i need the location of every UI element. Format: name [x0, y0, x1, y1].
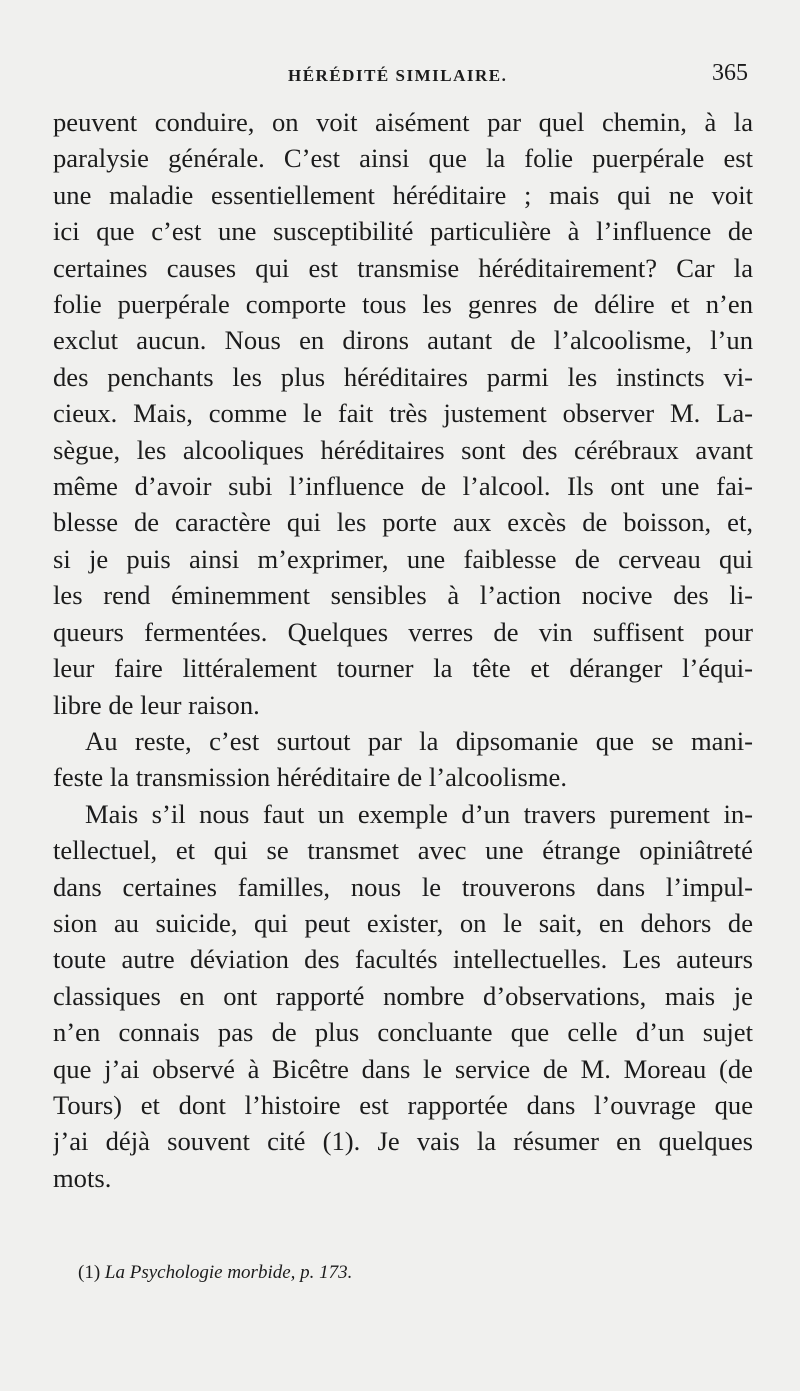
running-head: HÉRÉDITÉ SIMILAIRE.	[288, 66, 508, 85]
paragraph	[53, 104, 753, 723]
text-line: Mais s’il nous faut un exemple d’un travers purement in-	[85, 798, 753, 829]
text-line: sègue, les alcooliques héréditaires sont des cérébraux avant	[53, 434, 753, 465]
text-line: les rend éminemment sensibles à l’action nocive des li-	[53, 580, 753, 611]
text-line: Au reste, c’est surtout par la dipsomanie que se mani-	[85, 725, 753, 756]
text-line: des penchants les plus héréditaires parmi les instincts vi-	[53, 361, 753, 392]
page-number: 365	[712, 60, 748, 86]
text-line: libre de leur raison.	[53, 689, 260, 720]
text-line: tellectuel, et qui se transmet avec une étrange opiniâtreté	[53, 835, 753, 866]
text-line: si je puis ainsi m’exprimer, une faiblesse de cerveau qui	[53, 543, 753, 574]
text-line: toute autre déviation des facultés intellectuelles. Les auteurs	[53, 944, 753, 975]
body-text	[53, 104, 753, 1196]
text-line: une maladie essentiellement héréditaire ; mais qui ne voit	[53, 179, 753, 210]
text-line: mots.	[53, 1162, 112, 1193]
text-line: peuvent conduire, on voit aisément par quel chemin, à la	[53, 107, 753, 137]
text-line: paralysie générale. C’est ainsi que la folie puerpérale est	[53, 143, 753, 174]
footnote	[78, 1262, 352, 1284]
text-line: dans certaines familles, nous le trouverons dans l’impul-	[53, 871, 753, 902]
text-line: j’ai déjà souvent cité (1). Je vais la résumer en quelques	[53, 1126, 753, 1157]
paragraph	[53, 723, 753, 796]
text-line: que j’ai observé à Bicêtre dans le service de M. Moreau (de	[53, 1053, 753, 1084]
page-header	[0, 60, 800, 94]
text-line: cieux. Mais, comme le fait très justement observer M. La-	[53, 398, 753, 429]
text-line: folie puerpérale comporte tous les genres de délire et n’en	[53, 289, 753, 320]
text-line: queurs fermentées. Quelques verres de vin suffisent pour	[53, 616, 753, 647]
text-line: Tours) et dont l’histoire est rapportée dans l’ouvrage que	[53, 1089, 753, 1120]
paragraph	[53, 796, 753, 1196]
text-line: exclut aucun. Nous en dirons autant de l’alcoolisme, l’un	[53, 325, 753, 356]
text-line: sion au suicide, qui peut exister, on le sait, en dehors de	[53, 907, 753, 938]
footnote-marker: (1)	[78, 1262, 101, 1283]
text-line: leur faire littéralement tourner la tête et déranger l’équi-	[53, 653, 753, 684]
text-line: classiques en ont rapporté nombre d’observations, mais je	[53, 980, 753, 1011]
text-line: n’en connais pas de plus concluante que celle d’un sujet	[53, 1017, 753, 1048]
text-line: certaines causes qui est transmise héréditairement? Car la	[53, 252, 753, 283]
footnote-text: La Psychologie morbide, p. 173.	[104, 1262, 353, 1283]
text-line: feste la transmission héréditaire de l’alcoolisme.	[53, 762, 567, 793]
text-line: blesse de caractère qui les porte aux excès de boisson, et,	[53, 507, 753, 538]
text-line: ici que c’est une susceptibilité particulière à l’influence de	[53, 216, 753, 247]
text-line: même d’avoir subi l’influence de l’alcool. Ils ont une fai-	[53, 471, 753, 502]
